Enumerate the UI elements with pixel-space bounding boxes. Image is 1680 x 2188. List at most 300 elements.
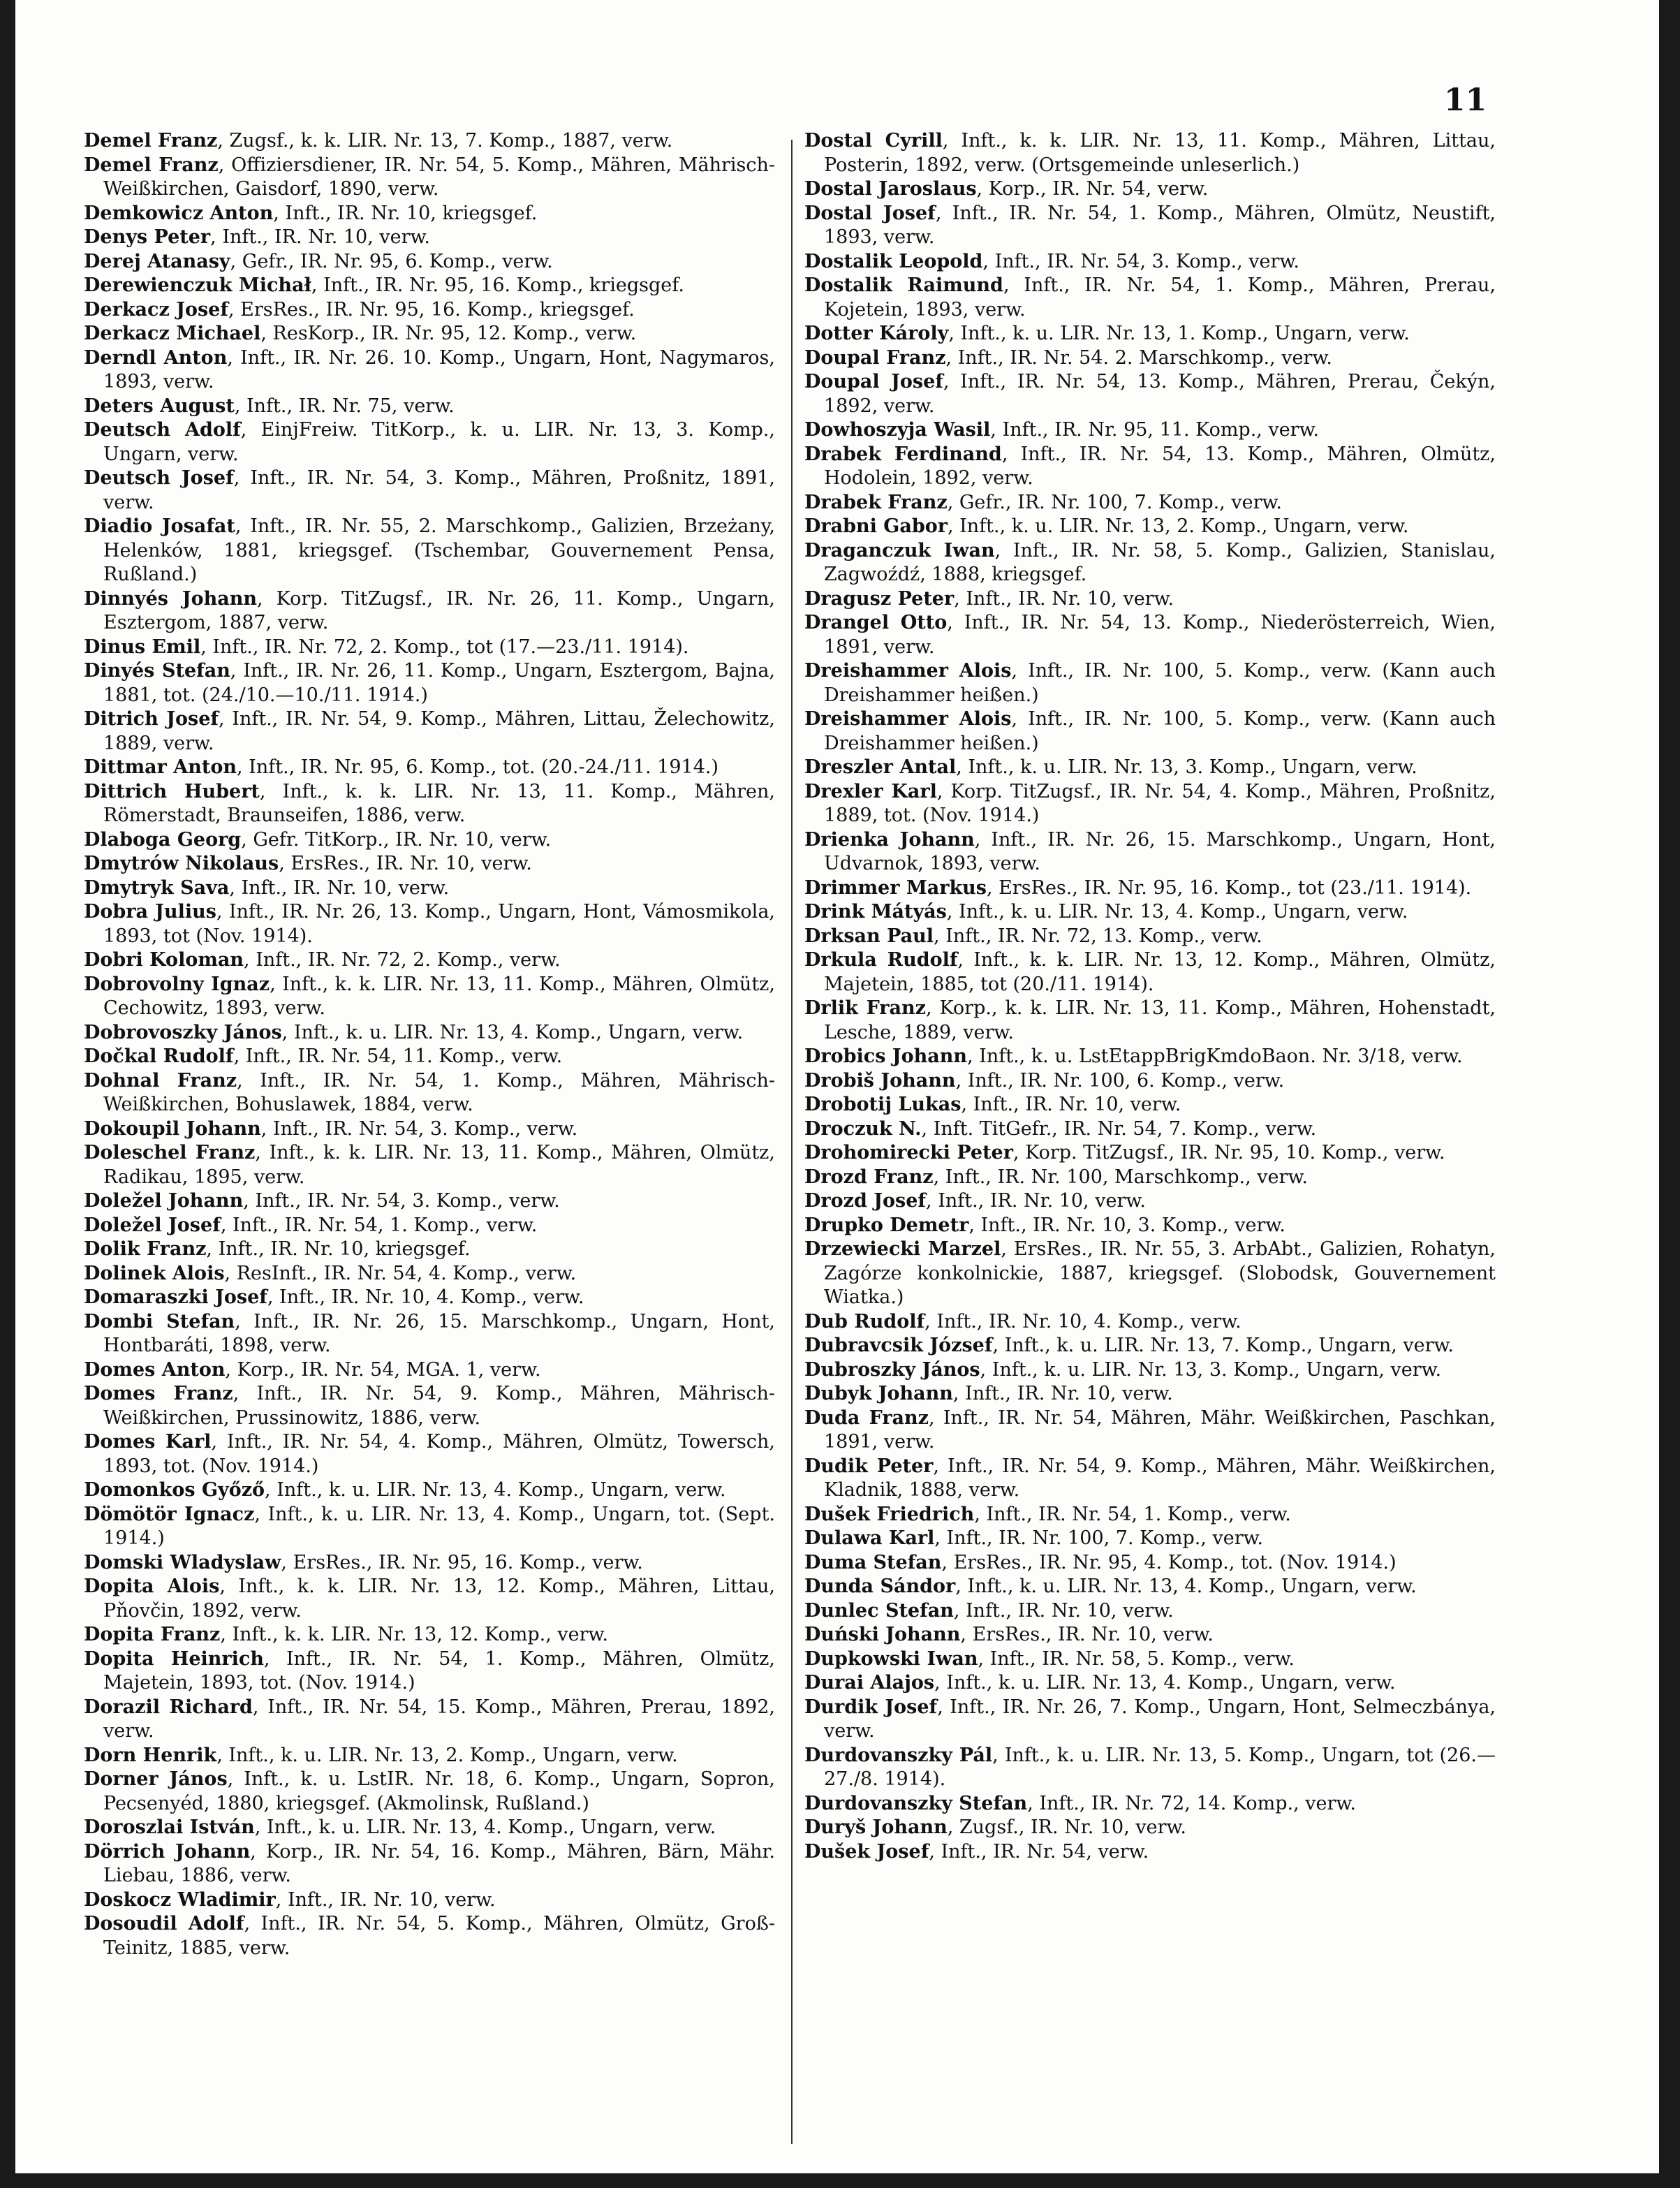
entry-name: Doskocz Wladimir (84, 1888, 276, 1911)
entry-name: Duryš Johann (804, 1816, 948, 1838)
entry-details: , Inft., IR. Nr. 95, 11. Komp., verw. (990, 419, 1320, 441)
entry-name: Dolinek Alois (84, 1262, 225, 1284)
entry-details: , Korp. TitZugsf., IR. Nr. 95, 10. Komp., verw. (1012, 1142, 1445, 1163)
list-entry (804, 1599, 1496, 1624)
entry-details: , Inft., IR. Nr. 54, 3. Komp., verw. (260, 1117, 578, 1140)
entry-name: Dobrovoszky János (84, 1021, 282, 1043)
entry-details: , Inft., IR. Nr. 54, 1. Komp., verw. (220, 1214, 538, 1236)
entry-name: Dostalik Leopold (804, 250, 983, 272)
list-entry (804, 1671, 1496, 1696)
left-column (84, 129, 775, 1960)
entry-details: , Inft., IR. Nr. 54, 1. Komp., Mähren, Olmütz, Neustift, 1893, verw. (824, 202, 1496, 248)
entry-details: , Inft., k. u. LstIR. Nr. 18, 6. Komp., Ungarn, Sopron, Pecsenyéd, 1880, kriegsgef. (Akmolinsk, Rußland.) (103, 1768, 775, 1814)
entry-details: , Inft., k. u. LIR. Nr. 13, 4. Komp., Ungarn, tot. (Sept. 1914.) (103, 1503, 776, 1549)
list-entry (804, 1358, 1496, 1383)
entry-name: Drohomirecki Peter (804, 1142, 1013, 1163)
entry-details: , Inft., IR. Nr. 10, verw. (954, 587, 1174, 610)
list-entry (804, 900, 1496, 925)
right-column (804, 129, 1496, 1864)
entry-name: Dorn Henrik (84, 1744, 217, 1766)
entry-name: Dorazil Richard (84, 1696, 253, 1718)
entry-details: , Inft., IR. Nr. 100, 7. Komp., verw. (934, 1527, 1264, 1549)
list-entry (804, 1647, 1496, 1672)
entry-details: , ErsRes., IR. Nr. 95, 16. Komp., tot (23./11. 1914). (986, 876, 1472, 899)
list-entry (84, 636, 775, 660)
entry-details: , Inft., k. u. LIR. Nr. 13, 4. Komp., Ungarn, verw. (281, 1021, 744, 1043)
entry-name: Doupal Josef (804, 371, 943, 392)
list-entry (804, 1166, 1496, 1190)
entry-details: , Inft., IR. Nr. 10, 4. Komp., verw. (924, 1310, 1241, 1332)
entry-name: Dokoupil Johann (84, 1117, 261, 1140)
list-entry (804, 1310, 1496, 1335)
entry-details: , Offiziersdiener, IR. Nr. 54, 5. Komp., Mähren, Mährisch-Weißkirchen, Gaisdorf, 1890, verw. (103, 154, 776, 200)
list-entry (804, 828, 1496, 876)
entry-name: Dosoudil Adolf (84, 1913, 244, 1934)
entry-details: , Inft., k. u. LIR. Nr. 13, 4. Komp., Ungarn, verw. (955, 1576, 1417, 1597)
entry-details: , Inft., IR. Nr. 26, 15. Marschkomp., Ungarn, Hont, Hontbaráti, 1898, verw. (103, 1310, 776, 1356)
entry-name: Duda Franz (804, 1407, 929, 1429)
list-entry (804, 1334, 1496, 1358)
entry-name: Denys Peter (84, 226, 211, 248)
entry-details: , Inft., IR. Nr. 72, 13. Komp., verw. (934, 925, 1262, 947)
entry-details: , Inft., IR. Nr. 72, 2. Komp., verw. (244, 949, 561, 971)
entry-name: Dreishammer Alois (804, 660, 1012, 682)
list-entry (804, 1527, 1496, 1551)
entry-details: , Inft., IR. Nr. 72, 2. Komp., tot (17.—23./11. 1914). (200, 636, 689, 658)
entry-details: , Inft., k. k. LIR. Nr. 13, 12. Komp., Mähren, Olmütz, Majetein, 1885, tot (20./11. 1914). (824, 949, 1496, 995)
entry-name: Deutsch Adolf (84, 419, 241, 441)
entry-details: , Inft., k. u. LIR. Nr. 13, 1. Komp., Ungarn, verw. (948, 323, 1410, 344)
list-entry (804, 202, 1496, 250)
entry-name: Droczuk N. (804, 1117, 922, 1140)
entry-name: Drobiš Johann (804, 1069, 956, 1092)
list-entry (804, 1045, 1496, 1069)
entry-name: Dinus Emil (84, 636, 201, 658)
entry-name: Dostalik Raimund (804, 274, 1003, 296)
entry-details: , Inft., k. k. LIR. Nr. 13, 11. Komp., Mähren, Littau, Posterin, 1892, verw. (Ortsgemeinde unleserlich.) (824, 130, 1496, 176)
list-entry (804, 129, 1496, 177)
entry-details: , ErsRes., IR. Nr. 10, verw. (960, 1624, 1214, 1645)
list-entry (84, 1382, 775, 1430)
entry-details: , Inft., k. u. LIR. Nr. 13, 7. Komp., Ungarn, verw. (992, 1335, 1454, 1356)
entry-details: , Inft., IR. Nr. 100, Marschkomp., verw. (933, 1166, 1308, 1188)
list-entry (804, 274, 1496, 322)
entry-name: Draganczuk Iwan (804, 539, 995, 561)
entry-details: , ResKorp., IR. Nr. 95, 12. Komp., verw. (260, 323, 637, 344)
entry-name: Dunlec Stefan (804, 1599, 954, 1622)
entry-name: Drozd Franz (804, 1166, 934, 1188)
entry-details: , Inft., k. u. LIR. Nr. 13, 3. Komp., Ungarn, verw. (980, 1358, 1442, 1381)
entry-details: , Inft., k. u. LIR. Nr. 13, 2. Komp., Ungarn, verw. (947, 515, 1409, 537)
entry-name: Doležel Josef (84, 1214, 221, 1236)
list-entry (804, 1382, 1496, 1407)
entry-details: , Inft., IR. Nr. 72, 14. Komp., verw. (1027, 1792, 1356, 1814)
entry-details: , Inft., IR. Nr. 10, verw. (229, 876, 450, 899)
entry-details: , Inft., IR. Nr. 95, 6. Komp., tot. (20.-24./11. 1914.) (237, 756, 719, 778)
list-entry (84, 250, 775, 274)
entry-details: , Inft., IR. Nr. 100, 5. Komp., verw. (Kann auch Dreishammer heißen.) (824, 660, 1496, 706)
entry-details: , Inft., k. u. LIR. Nr. 13, 4. Komp., Ungarn, verw. (946, 901, 1408, 923)
entry-details: , Inft., IR. Nr. 26, 15. Marschkomp., Ungarn, Hont, Udvarnok, 1893, verw. (824, 828, 1496, 874)
entry-name: Drobics Johann (804, 1045, 967, 1067)
list-entry (804, 491, 1496, 515)
entry-name: Derkacz Michael (84, 323, 261, 344)
entry-name: Dreszler Antal (804, 756, 957, 778)
entry-name: Dowhoszyja Wasil (804, 419, 991, 441)
entry-details: , Inft., IR. Nr. 10, verw. (953, 1599, 1174, 1622)
entry-name: Derewienczuk Michał (84, 274, 311, 296)
entry-details: , Inft., k. u. LIR. Nr. 13, 4. Komp., Ungarn, verw. (934, 1672, 1396, 1694)
list-entry (84, 780, 775, 828)
entry-name: Drimmer Markus (804, 876, 987, 899)
list-entry (84, 298, 775, 323)
list-entry (804, 611, 1496, 659)
entry-name: Drienka Johann (804, 828, 975, 851)
entry-details: , Inft., IR. Nr. 54, 15. Komp., Mähren, Prerau, 1892, verw. (103, 1696, 775, 1742)
list-entry (804, 1141, 1496, 1166)
entry-details: , Inft., k. u. LIR. Nr. 13, 4. Komp., Ungarn, verw. (254, 1816, 716, 1838)
entry-name: Drangel Otto (804, 612, 948, 633)
entry-name: Durdovanszky Pál (804, 1744, 993, 1766)
list-entry (804, 515, 1496, 539)
entry-details: , ErsRes., IR. Nr. 55, 3. ArbAbt., Galizien, Rohatyn, Zagórze konkolnickie, 1887, kriegsgef. (Slobodsk, Gouvernement Wiatka.) (824, 1238, 1496, 1308)
entry-name: Dušek Josef (804, 1840, 929, 1863)
entry-name: Drabni Gabor (804, 515, 948, 537)
list-entry (804, 925, 1496, 949)
entry-name: Dobrovolny Ignaz (84, 973, 270, 995)
entry-name: Dočkal Rudolf (84, 1045, 234, 1067)
column-divider (791, 140, 793, 2144)
entry-details: , Gefr., IR. Nr. 95, 6. Komp., verw. (230, 250, 553, 272)
entry-details: , EinjFreiw. TitKorp., k. u. LIR. Nr. 13, 3. Komp., Ungarn, verw. (103, 419, 776, 465)
entry-name: Dudik Peter (804, 1455, 934, 1477)
entry-name: Dlaboga Georg (84, 828, 242, 851)
entry-details: , Inft., IR. Nr. 54, 4. Komp., Mähren, Olmütz, Towersch, 1893, tot. (Nov. 1914.) (103, 1431, 775, 1477)
entry-details: , Inft., IR. Nr. 10, 3. Komp., verw. (968, 1214, 1285, 1236)
entry-details: , Inft., IR. Nr. 75, verw. (234, 395, 455, 417)
entry-name: Demel Franz (84, 154, 219, 176)
entry-name: Domes Anton (84, 1358, 226, 1381)
list-entry (804, 948, 1496, 997)
list-entry (84, 707, 775, 756)
entry-details: , Zugsf., IR. Nr. 10, verw. (947, 1816, 1187, 1838)
entry-details: , Korp. TitZugsf., IR. Nr. 26, 11. Komp., Ungarn, Esztergom, 1887, verw. (103, 587, 775, 633)
entry-name: Dörrich Johann (84, 1840, 251, 1863)
list-entry (84, 1768, 775, 1816)
list-entry (84, 659, 775, 707)
entry-name: Duński Johann (804, 1624, 961, 1645)
entry-name: Dostal Jaroslaus (804, 178, 977, 200)
entry-name: Dobra Julius (84, 901, 216, 923)
entry-name: Doležel Johann (84, 1190, 244, 1212)
entry-details: , Gefr., IR. Nr. 100, 7. Komp., verw. (947, 491, 1282, 513)
entry-details: , ErsRes., IR. Nr. 10, verw. (279, 853, 532, 874)
list-entry (804, 876, 1496, 901)
list-entry (84, 587, 775, 636)
list-entry (804, 539, 1496, 587)
entry-details: , Inft., IR. Nr. 54, verw. (929, 1840, 1149, 1863)
list-entry (84, 226, 775, 250)
entry-name: Dolik Franz (84, 1238, 207, 1260)
entry-name: Dubyk Johann (804, 1383, 953, 1404)
list-entry (84, 1647, 775, 1696)
entry-name: Dorner János (84, 1768, 228, 1790)
entry-details: , Inft., k. u. LIR. Nr. 13, 2. Komp., Ungarn, verw. (216, 1744, 678, 1766)
list-entry (84, 202, 775, 226)
entry-details: , Inft., IR. Nr. 54, 1. Komp., Mähren, Prerau, Kojetein, 1893, verw. (824, 274, 1496, 321)
entry-name: Dub Rudolf (804, 1310, 925, 1332)
entry-details: , Inft., IR. Nr. 58, 5. Komp., Galizien, Stanislau, Zagwoźdź, 1888, kriegsgef. (824, 539, 1496, 585)
list-entry (804, 1623, 1496, 1647)
entry-name: Dušek Friedrich (804, 1503, 975, 1525)
entry-details: , Inft., IR. Nr. 54, 1. Komp., Mähren, Mährisch-Weißkirchen, Bohuslawek, 1884, verw. (103, 1069, 775, 1115)
entry-details: , Inft., IR. Nr. 54, 9. Komp., Mähren, Mähr. Weißkirchen, Kladnik, 1888, verw. (824, 1455, 1496, 1501)
entry-name: Dittrich Hubert (84, 780, 260, 802)
entry-name: Drexler Karl (804, 780, 937, 802)
entry-details: , ErsRes., IR. Nr. 95, 16. Komp., verw. (281, 1551, 643, 1573)
entry-details: , Inft., IR. Nr. 10, kriegsgef. (273, 202, 538, 224)
list-entry (84, 1575, 775, 1623)
list-entry (84, 1503, 775, 1551)
scan-border-right (1659, 0, 1680, 2188)
list-entry (84, 395, 775, 419)
entry-name: Dunda Sándor (804, 1576, 956, 1597)
entry-name: Dinyés Stefan (84, 660, 230, 682)
entry-name: Derndl Anton (84, 346, 228, 369)
entry-name: Dotter Károly (804, 323, 949, 344)
entry-name: Dubravcsik József (804, 1335, 993, 1356)
entry-details: , Inft., k. k. LIR. Nr. 13, 11. Komp., Mähren, Olmütz, Cechowitz, 1893, verw. (103, 973, 775, 1019)
entry-details: , Inft., IR. Nr. 10, verw. (961, 1094, 1181, 1115)
list-entry (84, 322, 775, 346)
entry-details: , Inft., IR. Nr. 26. 10. Komp., Ungarn, Hont, Nagymaros, 1893, verw. (103, 346, 775, 392)
list-entry (84, 756, 775, 780)
list-entry (804, 756, 1496, 780)
entry-name: Demkowicz Anton (84, 202, 274, 224)
entry-details: , Inft., IR. Nr. 10, verw. (210, 226, 431, 248)
entry-name: Durdik Josef (804, 1696, 938, 1718)
entry-name: Doleschel Franz (84, 1142, 256, 1163)
entry-name: Ditrich Josef (84, 708, 219, 730)
entry-name: Drabek Ferdinand (804, 443, 1002, 465)
entry-name: Dömötör Ignacz (84, 1503, 255, 1525)
entry-name: Domes Karl (84, 1431, 212, 1453)
list-entry (84, 1141, 775, 1189)
list-entry (804, 1407, 1496, 1455)
list-entry (84, 876, 775, 901)
entry-name: Drabek Franz (804, 491, 948, 513)
entry-details: , Inft., IR. Nr. 54, 13. Komp., Mähren, Prerau, Čekýn, 1892, verw. (824, 371, 1496, 417)
list-entry (804, 418, 1496, 443)
entry-name: Domski Wladyslaw (84, 1551, 281, 1573)
entry-name: Derkacz Josef (84, 298, 228, 321)
list-entry (84, 1840, 775, 1888)
entry-details: , Inft., IR. Nr. 54, 11. Komp., verw. (233, 1045, 563, 1067)
list-entry (804, 707, 1496, 756)
scan-border-bottom (0, 2173, 1680, 2188)
entry-name: Dubroszky János (804, 1358, 980, 1381)
list-entry (84, 418, 775, 467)
entry-name: Diadio Josafat (84, 515, 235, 537)
entry-details: , Inft., IR. Nr. 95, 16. Komp., kriegsgef. (311, 274, 684, 296)
list-entry (804, 659, 1496, 707)
entry-details: , Inft., IR. Nr. 10, verw. (926, 1190, 1146, 1212)
entry-name: Doupal Franz (804, 346, 946, 369)
list-entry (84, 1696, 775, 1744)
entry-details: , ResInft., IR. Nr. 54, 4. Komp., verw. (224, 1262, 577, 1284)
entry-name: Duma Stefan (804, 1551, 942, 1573)
list-entry (84, 1551, 775, 1576)
list-entry (84, 1238, 775, 1262)
entry-details: , Inft., IR. Nr. 26, 13. Komp., Ungarn, Hont, Vámosmikola, 1893, tot (Nov. 1914). (103, 901, 775, 947)
list-entry (84, 515, 775, 587)
entry-name: Drkula Rudolf (804, 949, 958, 971)
entry-name: Deters August (84, 395, 235, 417)
list-entry (84, 1021, 775, 1045)
entry-details: , Korp., IR. Nr. 54, MGA. 1, verw. (225, 1358, 541, 1381)
list-entry (84, 274, 775, 298)
list-entry (804, 1744, 1496, 1792)
entry-details: , ErsRes., IR. Nr. 95, 16. Komp., kriegsgef. (228, 298, 635, 321)
entry-name: Dobri Koloman (84, 949, 244, 971)
entry-details: , Inft., IR. Nr. 10, verw. (275, 1888, 496, 1911)
list-entry (804, 1816, 1496, 1840)
entry-name: Dohnal Franz (84, 1069, 237, 1092)
entry-details: , Inft., IR. Nr. 10, verw. (952, 1383, 1173, 1404)
list-entry (84, 1744, 775, 1768)
entry-details: , Korp., IR. Nr. 54, 16. Komp., Mähren, Bärn, Mähr. Liebau, 1886, verw. (103, 1840, 775, 1886)
entry-name: Dopita Alois (84, 1576, 220, 1597)
list-entry (84, 900, 775, 948)
list-entry (804, 1117, 1496, 1142)
list-entry (804, 1575, 1496, 1599)
entry-details: , Inft., IR. Nr. 54, Mähren, Mähr. Weißkirchen, Paschkan, 1891, verw. (824, 1407, 1496, 1453)
entry-name: Derej Atanasy (84, 250, 230, 272)
list-entry (804, 1455, 1496, 1503)
entry-details: , Zugsf., k. k. LIR. Nr. 13, 7. Komp., 1887, verw. (217, 130, 673, 152)
list-entry (84, 1214, 775, 1238)
list-entry (84, 154, 775, 202)
list-entry (804, 250, 1496, 274)
entry-name: Dopita Franz (84, 1624, 221, 1645)
list-entry (84, 1069, 775, 1117)
entry-details: , Inft. TitGefr., IR. Nr. 54, 7. Komp., verw. (921, 1117, 1317, 1140)
entry-name: Durai Alajos (804, 1672, 935, 1694)
entry-details: , Inft., IR. Nr. 54, 3. Komp., verw. (243, 1190, 560, 1212)
list-entry (804, 346, 1496, 371)
entry-details: , Inft., k. u. LIR. Nr. 13, 5. Komp., Ungarn, tot (26.—27./8. 1914). (824, 1744, 1496, 1790)
entry-details: , Inft., k. k. LIR. Nr. 13, 12. Komp., verw. (220, 1624, 609, 1645)
list-entry (804, 1551, 1496, 1576)
list-entry (804, 370, 1496, 418)
entry-name: Drzewiecki Marzel (804, 1238, 1001, 1260)
list-entry (804, 1238, 1496, 1310)
list-entry (804, 1792, 1496, 1816)
entry-name: Drlik Franz (804, 997, 926, 1019)
list-entry (804, 1214, 1496, 1238)
entry-details: , Inft., k. u. LIR. Nr. 13, 4. Komp., Ungarn, verw. (265, 1479, 726, 1501)
entry-name: Dinnyés Johann (84, 587, 258, 610)
entry-name: Dulawa Karl (804, 1527, 935, 1549)
entry-details: , Korp., k. k. LIR. Nr. 13, 11. Komp., Mähren, Hohenstadt, Lesche, 1889, verw. (824, 997, 1496, 1043)
entry-details: , Inft., IR. Nr. 58, 5. Komp., verw. (978, 1647, 1295, 1670)
entry-name: Drksan Paul (804, 925, 934, 947)
entry-name: Doroszlai István (84, 1816, 255, 1838)
entry-details: , Inft., IR. Nr. 54, 3. Komp., verw. (982, 250, 1299, 272)
entry-details: , Inft., IR. Nr. 54, 1. Komp., verw. (974, 1503, 1291, 1525)
entry-details: , Korp. TitZugsf., IR. Nr. 54, 4. Komp., Mähren, Proßnitz, 1889, tot. (Nov. 1914.) (824, 780, 1496, 826)
entry-details: , Inft., k. k. LIR. Nr. 13, 11. Komp., Mähren, Römerstadt, Braunseifen, 1886, verw. (103, 780, 775, 826)
entry-name: Dmytryk Sava (84, 876, 230, 899)
entry-name: Dmytrów Nikolaus (84, 853, 279, 874)
list-entry (84, 1623, 775, 1647)
entry-name: Dopita Heinrich (84, 1647, 264, 1670)
list-entry (84, 1888, 775, 1913)
entry-name: Drozd Josef (804, 1190, 927, 1212)
page-number: 11 (1444, 82, 1487, 118)
entry-name: Drink Mátyás (804, 901, 947, 923)
list-entry (804, 1069, 1496, 1094)
list-entry (84, 1816, 775, 1840)
list-entry (84, 346, 775, 395)
list-entry (804, 443, 1496, 491)
entry-name: Demel Franz (84, 130, 218, 152)
entry-details: , Gefr. TitKorp., IR. Nr. 10, verw. (241, 828, 552, 851)
entry-name: Domaraszki Josef (84, 1286, 267, 1308)
entry-details: , Inft., k. u. LstEtappBrigKmdoBaon. Nr. 3/18, verw. (967, 1045, 1463, 1067)
list-entry (84, 467, 775, 515)
entry-details: , Inft., IR. Nr. 54, 3. Komp., Mähren, Proßnitz, 1891, verw. (103, 467, 775, 513)
entry-name: Drobotij Lukas (804, 1094, 961, 1115)
entry-name: Durdovanszky Stefan (804, 1792, 1028, 1814)
list-entry (84, 973, 775, 1021)
entry-details: , Inft., IR. Nr. 26, 11. Komp., Ungarn, Esztergom, Bajna, 1881, tot. (24./10.—10./11. 1914.) (103, 660, 775, 706)
entry-details: , Inft., IR. Nr. 54, 9. Komp., Mähren, Littau, Želechowitz, 1889, verw. (103, 708, 775, 754)
list-entry (84, 1358, 775, 1383)
entry-details: , Inft., IR. Nr. 54, 13. Komp., Niederösterreich, Wien, 1891, verw. (824, 612, 1496, 658)
entry-name: Drupko Demetr (804, 1214, 969, 1236)
list-entry (84, 1045, 775, 1069)
list-entry (804, 1696, 1496, 1744)
entry-name: Dupkowski Iwan (804, 1647, 978, 1670)
list-entry (84, 828, 775, 853)
list-entry (804, 1840, 1496, 1865)
entry-details: , Inft., IR. Nr. 54, 5. Komp., Mähren, Olmütz, Groß-Teinitz, 1885, verw. (103, 1913, 775, 1959)
entry-name: Dreishammer Alois (804, 708, 1012, 730)
list-entry (84, 1286, 775, 1310)
entry-details: , Inft., IR. Nr. 54, 13. Komp., Mähren, Olmütz, Hodolein, 1892, verw. (824, 443, 1496, 489)
list-entry (84, 1262, 775, 1286)
entry-name: Dragusz Peter (804, 587, 955, 610)
list-entry (84, 1310, 775, 1358)
entry-details: , Inft., IR. Nr. 26, 7. Komp., Ungarn, Hont, Selmeczbánya, verw. (824, 1696, 1496, 1742)
entry-details: , Inft., IR. Nr. 10, kriegsgef. (206, 1238, 471, 1260)
scan-border-left (0, 0, 15, 2188)
entry-name: Domonkos Győző (84, 1479, 265, 1501)
list-entry (84, 1478, 775, 1503)
entry-details: , Inft., IR. Nr. 54, 1. Komp., Mähren, Olmütz, Majetein, 1893, tot. (Nov. 1914.) (103, 1647, 775, 1694)
list-entry (804, 322, 1496, 346)
list-entry (84, 1912, 775, 1960)
entry-details: , Inft., k. k. LIR. Nr. 13, 11. Komp., Mähren, Olmütz, Radikau, 1895, verw. (103, 1142, 775, 1188)
entry-details: , Inft., IR. Nr. 55, 2. Marschkomp., Galizien, Brzeżany, Helenków, 1881, kriegsgef. (Tschembar, Gouvernement Pensa, Rußland.) (103, 515, 775, 585)
entry-details: , Inft., IR. Nr. 10, 4. Komp., verw. (267, 1286, 584, 1308)
list-entry (84, 1117, 775, 1142)
entry-details: , Inft., IR. Nr. 100, 6. Komp., verw. (955, 1069, 1285, 1092)
list-entry (804, 1093, 1496, 1117)
list-entry (84, 852, 775, 876)
entry-details: , Inft., k. u. LIR. Nr. 13, 3. Komp., Ungarn, verw. (956, 756, 1417, 778)
